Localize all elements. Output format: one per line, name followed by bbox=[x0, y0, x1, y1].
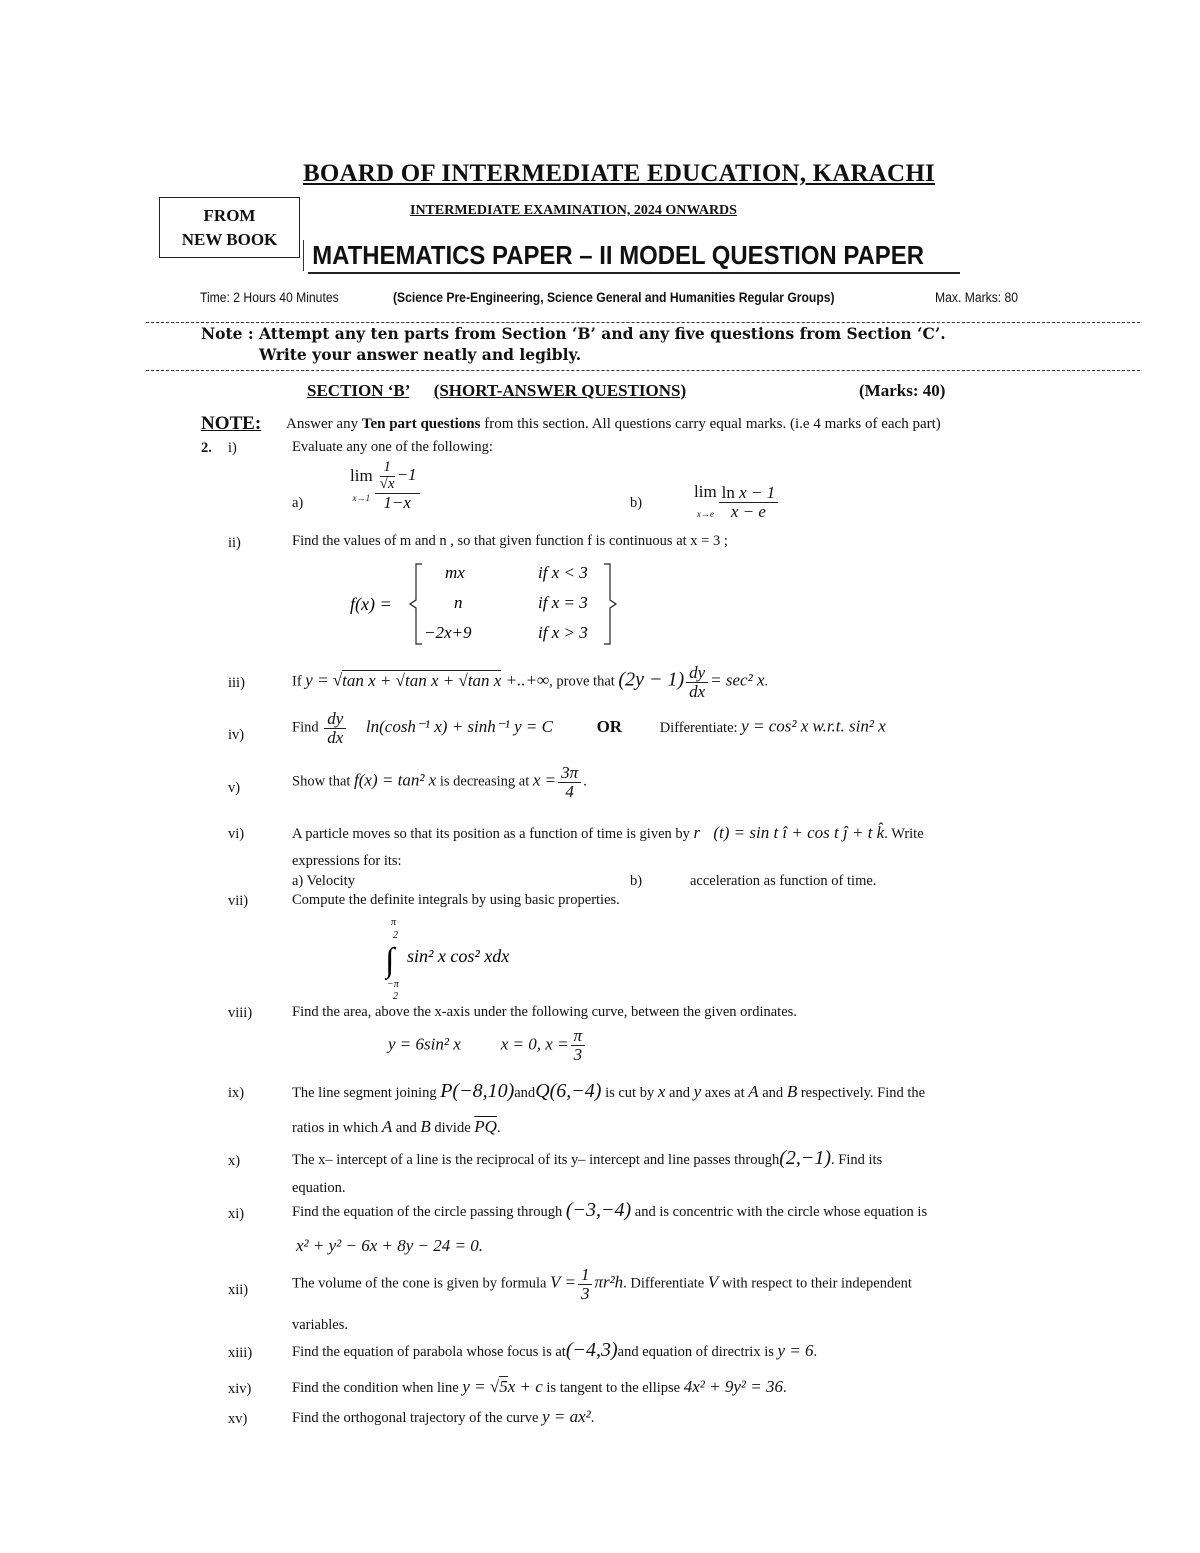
part-vi-label: vi) bbox=[228, 826, 245, 842]
piecewise-function bbox=[350, 558, 620, 655]
note-line-2: Write your answer neatly and legibly. bbox=[259, 345, 582, 364]
part-viii-label: viii) bbox=[228, 1005, 253, 1021]
part-xiii-text: Find the equation of parabola whose focus is at(−4,3)and equation of directrix is y = 6. bbox=[292, 1339, 818, 1361]
max-marks-label: Max. Marks: 80 bbox=[935, 290, 1019, 305]
question-number: 2. bbox=[201, 440, 212, 456]
part-ix-line2: ratios in which A and B divide $\overline{PQ}$. bbox=[292, 1117, 501, 1136]
part-ii-label: ii) bbox=[228, 535, 241, 551]
board-title: BOARD OF INTERMEDIATE EDUCATION, KARACHI bbox=[303, 160, 935, 187]
title-underline bbox=[308, 272, 960, 274]
part-vii-label: vii) bbox=[228, 893, 249, 909]
note-post: from this section. All questions carry equal marks. (i.e 4 marks of each part) bbox=[480, 416, 941, 432]
note-line-1: Note : Attempt any ten parts from Section ‘B’ and any five questions from Section ‘C’. bbox=[201, 324, 946, 343]
time-label: Time: 2 Hours 40 Minutes bbox=[200, 290, 339, 305]
xiii-text2: and equation of directrix is bbox=[617, 1344, 774, 1360]
section-b-title: SECTION ‘B’ bbox=[307, 381, 410, 400]
part-iii-label: iii) bbox=[228, 675, 245, 691]
svg-text:n: n bbox=[454, 593, 463, 612]
circle-equation: x² + y² − 6x + 8y − 24 = 0. bbox=[296, 1236, 483, 1255]
part-x-text: The x– intercept of a line is the reciprocal of its y– intercept and line passes through(2,−1). Find its bbox=[292, 1147, 883, 1169]
svg-text:∫: ∫ bbox=[385, 942, 395, 979]
limit-b-expression: lim x→e $\frac{\text{ln x − 1}}{x - e}$ bbox=[694, 482, 780, 522]
x-end: . Find its bbox=[831, 1152, 883, 1168]
xiii-text: Find the equation of parabola whose focus is at bbox=[292, 1344, 566, 1360]
xi-text: Find the equation of the circle passing through bbox=[292, 1204, 563, 1220]
xiv-text: Find the condition when line bbox=[292, 1380, 459, 1396]
xii-text3: with respect to their independent bbox=[721, 1275, 912, 1292]
differentiate-label: Differentiate: bbox=[659, 719, 738, 736]
groups-label: (Science Pre-Engineering, Science General and Humanities Regular Groups) bbox=[393, 290, 835, 305]
part-v-label: v) bbox=[228, 780, 241, 796]
svg-text:if x = 3: if x = 3 bbox=[538, 593, 588, 612]
part-ix-label: ix) bbox=[228, 1085, 245, 1101]
svg-text:if x > 3: if x > 3 bbox=[538, 623, 588, 642]
definite-integral bbox=[385, 915, 545, 1010]
note-bold: Ten part questions bbox=[361, 416, 481, 432]
part-xi-label: xi) bbox=[228, 1206, 245, 1222]
part-ii-text: Find the values of m and n , so that given function f is continuous at x = 3 ; bbox=[292, 533, 728, 549]
part-vi-a: a) Velocity bbox=[292, 873, 355, 889]
part-i-text: Evaluate any one of the following: bbox=[292, 439, 493, 455]
from-new-book-box bbox=[159, 197, 300, 258]
part-xv-label: xv) bbox=[228, 1411, 248, 1427]
find-label: Find bbox=[292, 719, 319, 736]
piecewise-brace-svg bbox=[350, 558, 620, 650]
part-xiii-label: xiii) bbox=[228, 1345, 253, 1361]
xiv-text2: is tangent to the ellipse bbox=[546, 1380, 681, 1396]
xii-text2: . Differentiate bbox=[623, 1275, 705, 1292]
xi-text2: and is concentric with the circle whose equation is bbox=[634, 1204, 928, 1220]
ix-text1: The line segment joining bbox=[292, 1085, 437, 1101]
part-xiv-text: Find the condition when line y = √5x + c is tangent to the ellipse 4x² + 9y² = 36. bbox=[292, 1377, 787, 1396]
ix-text3: axes at bbox=[704, 1085, 745, 1101]
part-ix-text: The line segment joining P(−8,10)andQ(6,−4) is cut by x and y axes at A and B respectively. Find the bbox=[292, 1080, 926, 1102]
svg-text:−π: −π bbox=[387, 979, 399, 990]
note-pre: Answer any bbox=[286, 416, 362, 432]
section-b-subtitle: (SHORT-ANSWER QUESTIONS) bbox=[433, 381, 687, 400]
x-text: The x– intercept of a line is the reciprocal of its y– intercept and line passes through bbox=[292, 1152, 780, 1168]
part-xii-line2: variables. bbox=[292, 1317, 348, 1333]
ix-text2: is cut by bbox=[605, 1085, 655, 1101]
svg-text:if x < 3: if x < 3 bbox=[538, 563, 588, 582]
integral-svg bbox=[385, 915, 545, 1005]
particle-text: A particle moves so that its position as a function of time is given by bbox=[292, 826, 690, 842]
paper-title: MATHEMATICS PAPER – II MODEL QUESTION PAPER bbox=[303, 240, 922, 271]
show-that: Show that bbox=[292, 773, 351, 790]
part-v-text: Show that f(x) = tan² x is decreasing at x = $\frac{3\pi}{4}$ . bbox=[292, 763, 587, 801]
section-b-marks: (Marks: 40) bbox=[859, 381, 946, 400]
or-label: OR bbox=[596, 716, 623, 736]
xii-text: The volume of the cone is given by formula bbox=[292, 1275, 547, 1292]
part-vi-b-label: b) bbox=[630, 873, 643, 889]
write-label: . Write bbox=[884, 826, 924, 842]
part-vi-text: A particle moves so that its position as a function of time is given by r⃗(t) = sin t î + cos t ĵ + t k̂. Write bbox=[292, 823, 924, 842]
part-xiv-label: xiv) bbox=[228, 1381, 252, 1397]
part-viii-text: Find the area, above the x-axis under the following curve, between the given ordinates. bbox=[292, 1004, 797, 1020]
part-iv-text: Find $\frac{dy}{dx}$ ln(cosh⁻¹ x) + sinh⁻¹ y = C OR Differentiate: y = cos² x w.r.t. sin² x bbox=[292, 709, 886, 747]
area-expression: y = 6sin² x x = 0, x = $\frac{\pi}{3}$ bbox=[388, 1027, 587, 1064]
part-x-label: x) bbox=[228, 1153, 241, 1169]
section-b-heading bbox=[307, 381, 686, 401]
ix-line2: ratios in which bbox=[292, 1120, 379, 1136]
part-xv-text: Find the orthogonal trajectory of the curve y = ax². bbox=[292, 1407, 595, 1426]
part-i-b-label: b) bbox=[630, 495, 643, 511]
svg-text:sin² x cos² xdx: sin² x cos² xdx bbox=[407, 946, 510, 966]
svg-text:2: 2 bbox=[393, 930, 398, 941]
part-vii-text: Compute the definite integrals by using basic properties. bbox=[292, 892, 620, 908]
prove-that: , prove that bbox=[549, 673, 615, 690]
part-xii-text: The volume of the cone is given by formula V = $\frac{1}{3}$ πr²h. Differentiate V with respect to their independent bbox=[292, 1265, 912, 1303]
section-note-text bbox=[286, 416, 941, 433]
ix-line2b: divide bbox=[434, 1120, 471, 1136]
svg-text:−2x+9: −2x+9 bbox=[424, 623, 472, 642]
svg-text:mx: mx bbox=[445, 563, 465, 582]
svg-text:f(x) =: f(x) = bbox=[350, 594, 392, 614]
part-iv-label: iv) bbox=[228, 727, 245, 743]
ix-text4: respectively. Find the bbox=[800, 1085, 926, 1101]
section-note-label: NOTE: bbox=[201, 413, 262, 434]
exam-title: INTERMEDIATE EXAMINATION, 2024 ONWARDS bbox=[410, 203, 737, 218]
part-vi-b-text: acceleration as function of time. bbox=[690, 873, 877, 889]
new-book-label: NEW BOOK bbox=[181, 230, 278, 249]
limit-a-expression: lim x→1 $\frac{1}{√x}$ −1 1−x bbox=[350, 460, 422, 511]
from-label: FROM bbox=[203, 206, 256, 225]
part-x-line2: equation. bbox=[292, 1180, 346, 1196]
decreasing-at: is decreasing at bbox=[439, 773, 530, 790]
note-block bbox=[201, 323, 946, 365]
svg-text:π: π bbox=[391, 917, 397, 928]
part-vi-line2: expressions for its: bbox=[292, 853, 402, 869]
part-xi-text: Find the equation of the circle passing through (−3,−4) and is concentric with the circle whose equation is bbox=[292, 1199, 928, 1221]
part-xii-label: xii) bbox=[228, 1282, 249, 1298]
dashed-divider-bottom bbox=[146, 370, 1140, 371]
part-iii-text: If y = √tan x + √tan x + √tan x +..+∞, prove that (2y − 1) $\frac{dy}{dx}$ = sec² x. bbox=[292, 663, 769, 701]
part-i-label: i) bbox=[228, 440, 237, 456]
xv-text: Find the orthogonal trajectory of the curve bbox=[292, 1410, 539, 1426]
svg-text:2: 2 bbox=[393, 991, 398, 1002]
part-i-a-label: a) bbox=[292, 495, 304, 511]
